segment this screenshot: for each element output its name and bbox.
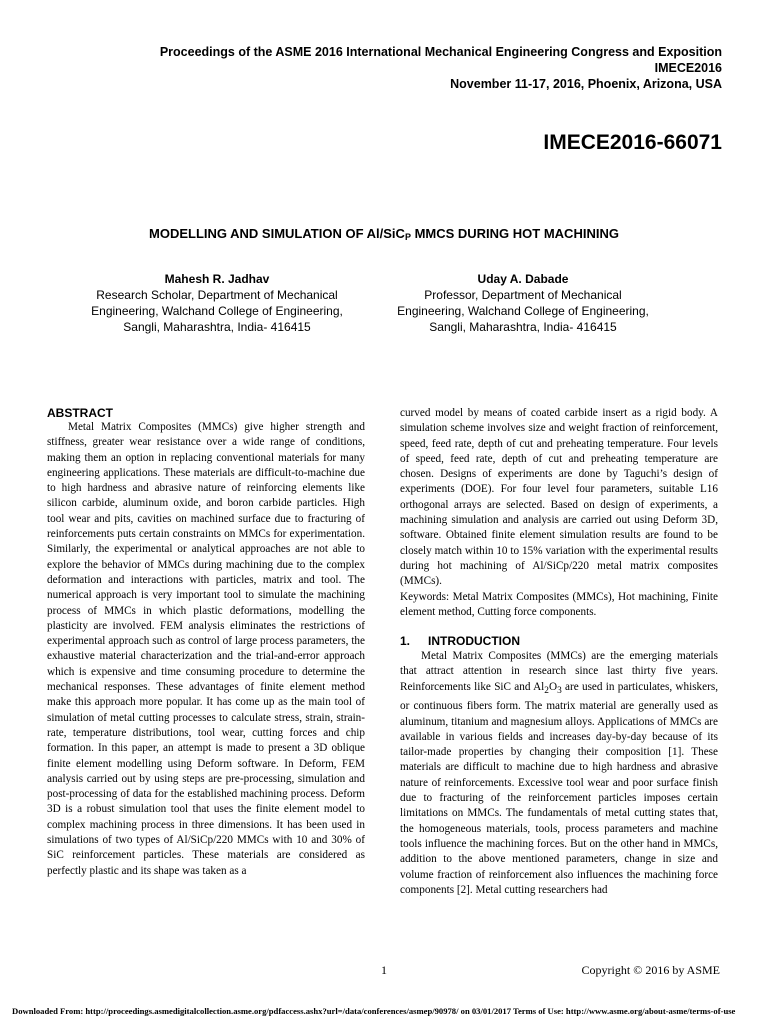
page-number: 1 bbox=[381, 963, 387, 977]
introduction-text bbox=[400, 649, 718, 898]
left-column bbox=[47, 406, 365, 879]
abstract-text: Metal Matrix Composites (MMCs) give higher strength and stiffness, greater wear resistance over a wide range of conditions, making them an option in replacing conventional materials for many engineering applications. These materials are difficult-to-machine due to high hardness and abrasive nature of reinforcing elements like silicon carbide, aluminum oxide, and boron carbide particles. High tool wear and pits, cavities on machined surface due to fracturing of reinforcements puts certain constraints on MMCs for experimentation. Similarly, the experimental or analytical approaches are not able to explore the behavior of MMCs during machining due to the complex deformation and interactions with particles, matrix and tool. The numerical approach is very important tool to simulate the machining process of MMCs in which plastic deformations, modelling the plasticity are involved. FEM analysis eliminates the restrictions of experimental approach such as control of large process parameters, the exhaustive material characterization and the trial-and-error approach which is expensive and time consuming procedure to determine the mechanical responses. These advantages of finite element method make this approach more popular. It has come up as the main tool of simulation of metal cutting processes to calculate stress, strain, strain-rate, temperature distributions, tool wear, cutting forces and chip formation. In this paper, an attempt is made to present a 3D oblique finite element modelling using Deform software. In Deform, FEM analysis carried out by using steps are pre-processing, simulation and post-processing of data for the established machining process. Deform 3D is a robust simulation tool that uses the finite element model to complex machining process in three dimensions. It has been used in simulations of two types of Al/SiCp/220 MMCs with 10 and 30% of SiC reinforcement particles. These materials are considered as perfectly plastic and its shape was taken as a bbox=[47, 421, 365, 877]
author-name: Mahesh R. Jadhav bbox=[164, 272, 270, 286]
author-block-2 bbox=[358, 271, 688, 335]
keywords: Keywords: Metal Matrix Composites (MMCs), Hot machining, Finite element method, Cutting force components. bbox=[400, 590, 718, 618]
author-affiliation-line: Sangli, Maharashtra, India- 416415 bbox=[123, 320, 311, 334]
author-affiliation-line: Professor, Department of Mechanical bbox=[424, 288, 622, 302]
title-prefix: MODELLING AND SIMULATION OF Al/SiC bbox=[149, 226, 405, 241]
section-title: INTRODUCTION bbox=[428, 634, 520, 649]
proceedings-line: Proceedings of the ASME 2016 International Mechanical Engineering Congress and Exposition bbox=[159, 45, 722, 59]
intro-text-part-1: Metal Matrix Composites (MMCs) are the emerging materials that attract attention in research since last thirty five years. Reinforcements like SiC and Al bbox=[400, 650, 718, 693]
abstract-continuation: curved model by means of coated carbide insert as a rigid body. A simulation scheme involves size and weight fraction of reinforcement, speed, feed rate, depth of cut and preheating temperature. Four levels of speed, feed rate, depth of cut and preheating temperature are chosen. Designs of experiments are done by Taguchi’s design of experiments (DOE). For four level four parameters, suitable L16 orthogonal arrays are selected. Based on design of experiments, a machining simulation and analysis are carried out using Deform 3D, software. Obtained finite element simulation results are found to be closely match within 10 to 15% variation with the experimental results during hot machining of Al/SiCp/220 metal matrix composites (MMCs). bbox=[400, 407, 718, 588]
conference-line: IMECE2016 bbox=[654, 61, 722, 75]
author-affiliation-line: Engineering, Walchand College of Engineering, bbox=[397, 304, 649, 318]
author-affiliation-line: Research Scholar, Department of Mechanical bbox=[96, 288, 338, 302]
title-suffix: MMCS DURING HOT MACHINING bbox=[410, 226, 619, 241]
dates-location-line: November 11-17, 2016, Phoenix, Arizona, USA bbox=[450, 77, 722, 91]
intro-text-part-3: are used in particulates, whiskers, or continuous fibers form. The matrix material are generally used as aluminum, titanium and magnesium alloys. Applications of MMCs are available in various fields and increases day-by-day because of its tailor-made properties by changing their composition [1]. These materials are difficult to machine due to high hardness and abrasive nature of reinforcements. Excessive tool wear and poor surface finish due to fracturing of the reinforcement particles imposes certain limitations on MMCs. The fundamentals of metal cutting states that, the homogeneous materials, tools, process parameters and machine tools influence the machining forces. But on the other hand in MMCs, addition to the above mentioned parameters, change in size and volume fraction of reinforcement also influences the machining force components [2]. Metal cutting researchers had bbox=[400, 680, 718, 896]
copyright: Copyright © 2016 by ASME bbox=[581, 963, 720, 977]
paper-id: IMECE2016-66071 bbox=[543, 131, 722, 154]
right-column bbox=[400, 406, 718, 898]
title-subscript: P bbox=[404, 232, 411, 242]
abstract-heading: ABSTRACT bbox=[47, 406, 113, 420]
author-name: Uday A. Dabade bbox=[477, 272, 569, 286]
author-affiliation-line: Engineering, Walchand College of Engineering, bbox=[91, 304, 343, 318]
author-affiliation-line: Sangli, Maharashtra, India- 416415 bbox=[429, 320, 617, 334]
author-block-1 bbox=[52, 271, 382, 335]
al-subscript: 2 bbox=[544, 685, 549, 696]
introduction-heading bbox=[400, 634, 718, 648]
intro-text-part-2: O bbox=[548, 680, 558, 693]
paper-title bbox=[0, 226, 768, 242]
download-note: Downloaded From: http://proceedings.asmedigitalcollection.asme.org/pdfaccess.ashx?url=/data/conferences/asmep/90978/ on 03/01/2017 Terms of Use: http://www.asme.org/about-asme/terms-of-use bbox=[12, 1006, 736, 1016]
section-number: 1. bbox=[400, 634, 411, 649]
o-subscript: 3 bbox=[557, 685, 562, 696]
